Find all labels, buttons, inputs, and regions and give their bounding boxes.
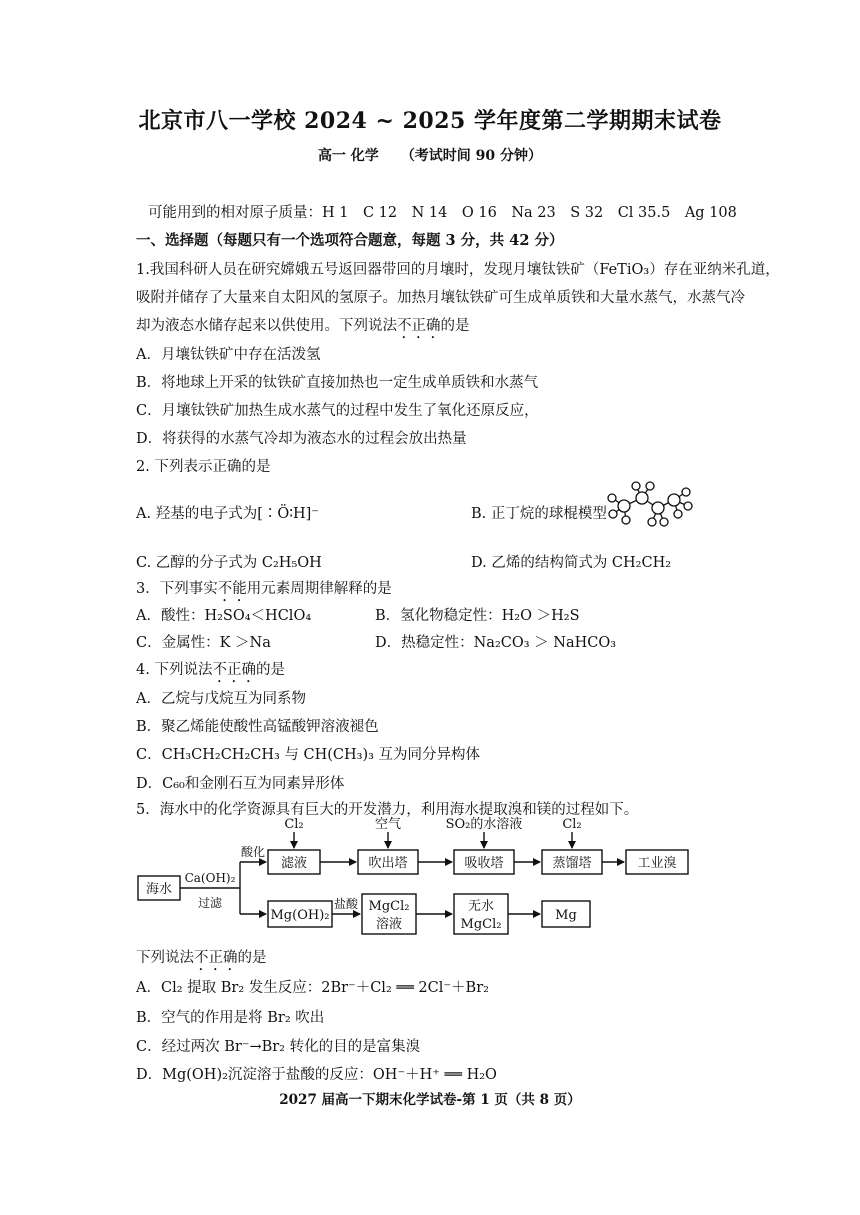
- exam-title: 北京市八一学校 2024 ~ 2025 学年度第二学期期末试卷: [138, 108, 722, 134]
- flow-mg: Mg: [555, 908, 577, 923]
- q2-option-b: B. 正丁烷的球棍模型: [471, 506, 607, 522]
- exam-subtitle: [0, 145, 860, 165]
- q5-option-d: D．Mg(OH)₂沉淀溶于盐酸的反应：OH⁻＋H⁺ ══ H₂O: [136, 1067, 497, 1083]
- atomic-masses: 可能用到的相对原子质量：H 1 C 12 N 14 O 16 Na 23 S 32 Cl 35.5 Ag 108: [148, 205, 737, 221]
- flow-absorb: 吸收塔: [464, 856, 504, 871]
- q3-option-c: C．金属性：K ＞Na: [136, 635, 271, 651]
- flow-hcl: 盐酸: [333, 897, 359, 911]
- q1-stem-line3: 却为液态水储存起来以供使用。下列说法不正确的是: [136, 318, 470, 334]
- q2-stem: 2. 下列表示正确的是: [136, 459, 271, 475]
- flow-distill: 蒸馏塔: [552, 856, 592, 871]
- emphasis-text: 不能: [217, 581, 247, 597]
- butane-ball-stick-model: [604, 476, 696, 532]
- q1-stem-line2: 吸附并储存了大量来自太阳风的氢原子。加热月壤钛铁矿可生成单质铁和大量水蒸气，水蒸气冷: [136, 290, 745, 306]
- q5-stem: 5．海水中的化学资源具有巨大的开发潜力，利用海水提取溴和镁的过程如下。: [136, 802, 639, 818]
- q4-stem: 4. 下列说法不正确的是: [136, 662, 285, 678]
- emphasis-text: 不正确: [194, 950, 238, 966]
- flow-cl2-first: Cl₂: [284, 817, 304, 832]
- flow-filter: 过滤: [197, 896, 223, 910]
- q5-option-a: A．Cl₂ 提取 Br₂ 发生反应：2Br⁻＋Cl₂ ══ 2Cl⁻＋Br₂: [136, 980, 489, 996]
- emphasis-text: 不正确: [397, 318, 441, 334]
- q3-option-b: B．氢化物稳定性：H₂O ＞H₂S: [375, 608, 580, 624]
- flow-cl2-second: Cl₂: [562, 817, 582, 832]
- flow-caoh2: Ca(OH)₂: [184, 871, 236, 885]
- q5-substem: 下列说法不正确的是: [136, 950, 267, 966]
- extraction-flowchart: [130, 816, 720, 948]
- flow-air: 空气: [374, 817, 402, 832]
- flow-anhydrous-line1: 无水: [467, 899, 495, 914]
- emphasis-text: 不正确: [212, 662, 256, 678]
- exam-duration: （考试时间 90 分钟）: [400, 148, 543, 164]
- q3-option-d: D．热稳定性：Na₂CO₃ ＞ NaHCO₃: [375, 635, 617, 651]
- q5-option-c: C．经过两次 Br⁻→Br₂ 转化的目的是富集溴: [136, 1039, 421, 1055]
- flow-mgcl2-line1: MgCl₂: [368, 899, 410, 914]
- q3-stem: 3．下列事实不能用元素周期律解释的是: [136, 581, 392, 597]
- flow-mgcl2-line2: 溶液: [375, 917, 403, 932]
- flow-seawater: 海水: [145, 882, 173, 897]
- q1-option-d: D．将获得的水蒸气冷却为液态水的过程会放出热量: [136, 431, 467, 447]
- q3-option-a: A．酸性：H₂SO₄＜HClO₄: [136, 608, 312, 624]
- flow-anhydrous-line2: MgCl₂: [460, 917, 502, 932]
- flow-blowout: 吹出塔: [368, 856, 408, 871]
- q2-option-d: D. 乙烯的结构简式为 CH₂CH₂: [471, 555, 672, 571]
- q1-stem-line1: 1.我国科研人员在研究嫦娥五号返回器带回的月壤时，发现月壤钛铁矿（FeTiO₃）存在亚纳米孔道，: [136, 262, 780, 278]
- q4-option-d: D．C₆₀和金刚石互为同素异形体: [136, 776, 345, 792]
- q4-option-b: B．聚乙烯能使酸性高锰酸钾溶液褪色: [136, 719, 379, 735]
- flow-mgoh2: Mg(OH)₂: [270, 908, 330, 923]
- page-footer: 2027 届高一下期末化学试卷-第 1 页（共 8 页）: [279, 1092, 581, 1108]
- flow-acidify: 酸化: [240, 845, 266, 859]
- flow-filtrate: 滤液: [280, 856, 308, 871]
- q2-option-a: A. 羟基的电子式为[∶Ö∶H]⁻: [136, 506, 319, 522]
- q1-option-c: C．月壤钛铁矿加热生成水蒸气的过程中发生了氧化还原反应，: [136, 403, 539, 419]
- section-heading: 一、选择题（每题只有一个选项符合题意，每题 3 分，共 42 分）: [136, 232, 564, 249]
- q5-option-b: B．空气的作用是将 Br₂ 吹出: [136, 1010, 325, 1026]
- flow-industrial-br: 工业溴: [637, 856, 677, 871]
- subject-label: 高一 化学: [317, 148, 379, 164]
- q1-option-a: A．月壤钛铁矿中存在活泼氢: [136, 347, 321, 363]
- q1-option-b: B．将地球上开采的钛铁矿直接加热也一定生成单质铁和水蒸气: [136, 375, 539, 391]
- q4-option-c: C．CH₃CH₂CH₂CH₃ 与 CH(CH₃)₃ 互为同分异构体: [136, 747, 481, 763]
- q2-option-c: C. 乙醇的分子式为 C₂H₅OH: [136, 555, 322, 571]
- flow-so2-solution: SO₂的水溶液: [445, 817, 523, 832]
- q4-option-a: A．乙烷与戊烷互为同系物: [136, 691, 306, 707]
